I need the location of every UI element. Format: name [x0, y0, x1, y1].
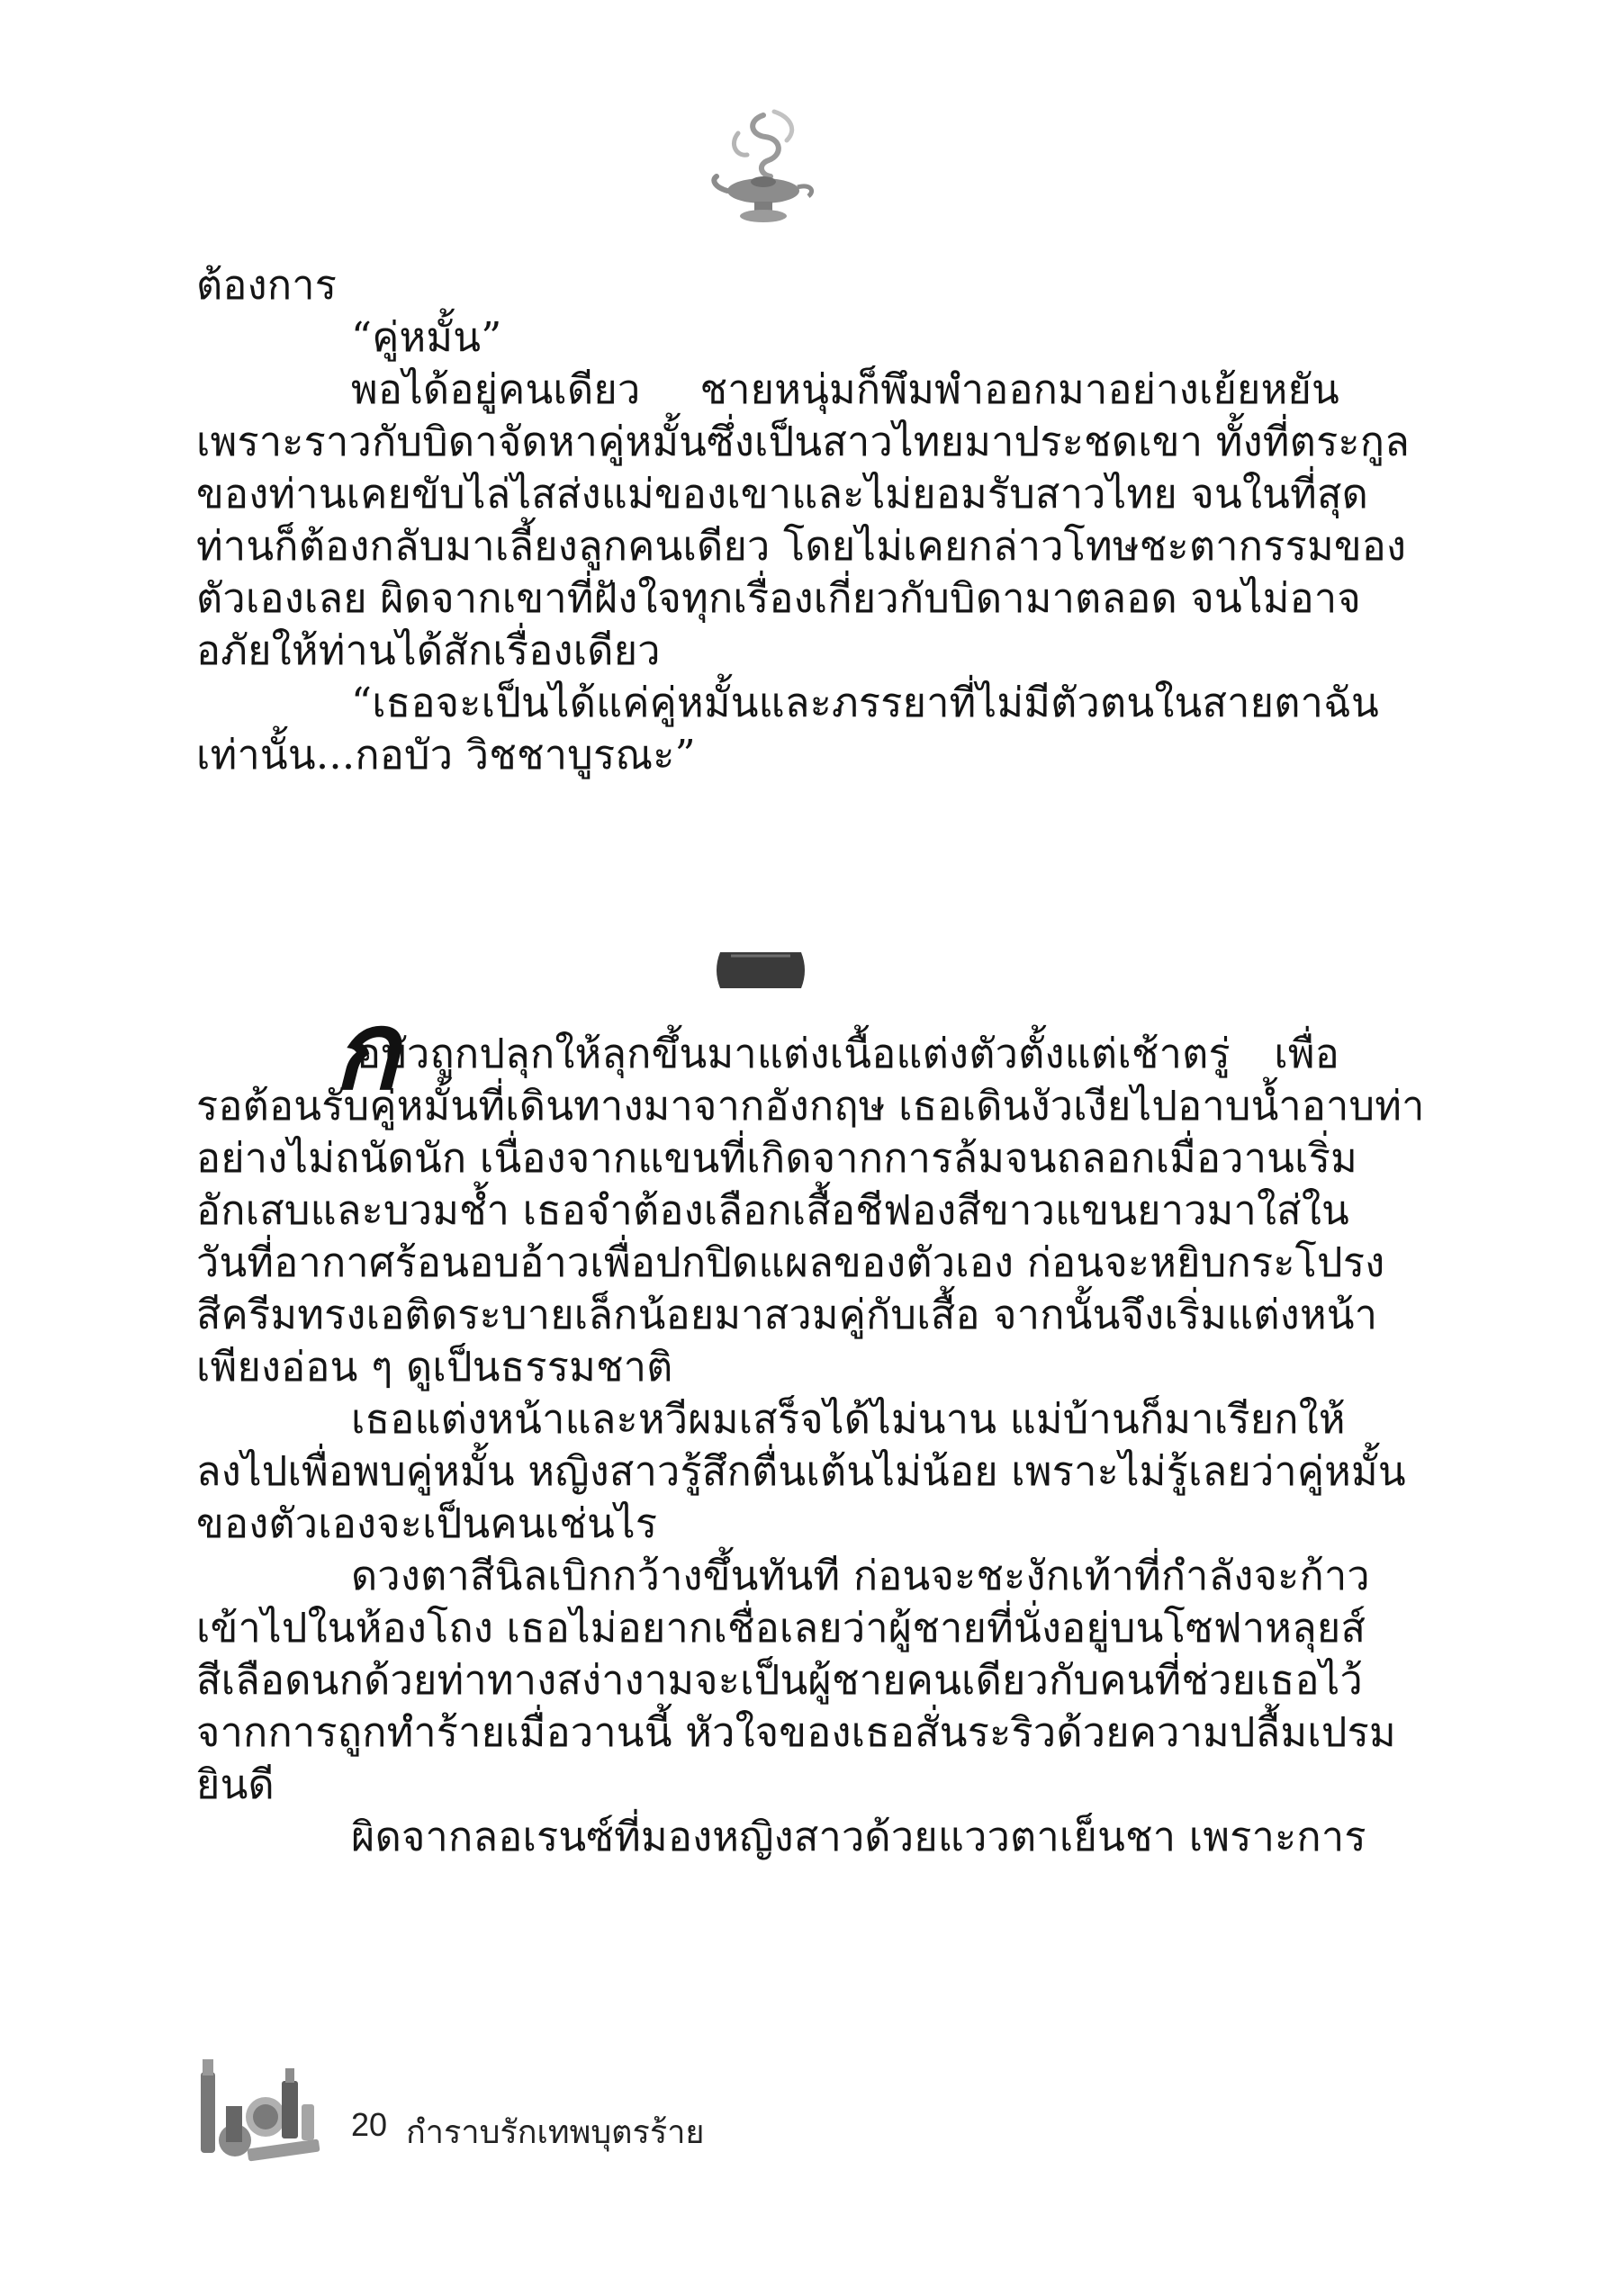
top-line: ของท่านเคยขับไล่ไสส่งแม่ของเขาและไม่ยอมรับสาวไทย จนในที่สุด [196, 470, 1369, 518]
top-line: อภัยให้ท่านได้สักเรื่องเดียว [196, 626, 661, 674]
top-line: เท่านั้น...กอบัว วิชชาบูรณะ” [196, 731, 696, 779]
top-line: เพราะราวกับบิดาจัดหาคู่หมั้นซึ่งเป็นสาวไทยมาประชดเขา ทั้งที่ตระกูล [196, 418, 1411, 465]
cosmetics-icon [194, 2054, 329, 2171]
bottom-line: ยินดี [196, 1760, 275, 1808]
bottom-line: รอต้อนรับคู่หมั้นที่เดินทางมาจากอังกฤษ เธอเดินงัวเงียไปอาบน้ำอาบท่า [196, 1082, 1425, 1130]
bottom-line: เพียงอ่อน ๆ ดูเป็นธรรมชาติ [196, 1343, 673, 1391]
top-line: ท่านก็ต้องกลับมาเลี้ยงลูกคนเดียว โดยไม่เคยกล่าวโทษชะตากรรมของ [196, 522, 1407, 570]
first-line-text: อบัวถูกปลุกให้ลุกขึ้นมาแต่งเนื้อแต่งตัวตั้งแต่เช้าตรู่ เพื่อ [356, 1030, 1339, 1077]
bottom-line: ลงไปเพื่อพบคู่หมั้น หญิงสาวรู้สึกตื่นเต้นไม่น้อย เพราะไม่รู้เลยว่าคู่หมั้น [196, 1447, 1406, 1495]
bottom-line: ของตัวเองจะเป็นคนเช่นไร [196, 1499, 658, 1547]
top-line: “เธอจะเป็นได้แค่คู่หมั้นและภรรยาที่ไม่มีตัวตนในสายตาฉัน [351, 679, 1379, 726]
bottom-line: เข้าไปในห้องโถง เธอไม่อยากเชื่อเลยว่าผู้ชายที่นั่งอยู่บนโซฟาหลุยส์ [196, 1604, 1366, 1652]
bottom-line: ดวงตาสีนิลเบิกกว้างขึ้นทันที ก่อนจะชะงักเท้าที่กำลังจะก้าว [351, 1552, 1370, 1599]
bottom-line: อย่างไม่ถนัดนัก เนื่องจากแขนที่เกิดจากการล้มจนถลอกเมื่อวานเริ่ม [196, 1134, 1357, 1182]
top-line: พอได้อยู่คนเดียว ชายหนุ่มก็พึมพำออกมาอย่างเย้ยหยัน [351, 365, 1339, 413]
bottom-line: เธอแต่งหน้าและหวีผมเสร็จได้ไม่นาน แม่บ้านก็มาเรียกให้ [351, 1395, 1346, 1443]
body-text-bottom [196, 987, 1425, 1863]
page-footer [194, 2054, 734, 2171]
bottom-line: จากการถูกทำร้ายเมื่อวานนี้ หัวใจของเธอสั่นระริวด้วยความปลื้มเปรม [196, 1708, 1396, 1756]
bottom-line: ผิดจากลอเรนซ์ที่มองหญิงสาวด้วยแววตาเย็นชา เพราะการ [351, 1813, 1366, 1860]
page-number: 20 [351, 2106, 388, 2143]
top-line: ตัวเองเลย ผิดจากเขาที่ฝังใจทุกเรื่องเกี่ยวกับบิดามาตลอด จนไม่อาจ [196, 574, 1361, 622]
body-text-top [196, 259, 1411, 781]
section-divider-icon [711, 945, 810, 995]
genie-lamp-icon [711, 108, 819, 230]
top-line: “คู่หมั้น” [351, 313, 502, 361]
bottom-line: อักเสบและบวมช้ำ เธอจำต้องเลือกเสื้อชีฟองสีขาวแขนยาวมาใส่ใน [196, 1186, 1349, 1234]
dropcap-letter: ก [333, 987, 399, 1114]
bottom-line: วันที่อากาศร้อนอบอ้าวเพื่อปกปิดแผลของตัวเอง ก่อนจะหยิบกระโปรง [196, 1238, 1385, 1286]
top-line: ต้องการ [196, 261, 338, 309]
bottom-line: สีครีมทรงเอติดระบายเล็กน้อยมาสวมคู่กับเสื้อ จากนั้นจึงเริ่มแต่งหน้า [196, 1291, 1378, 1338]
bottom-line: สีเลือดนกด้วยท่าทางสง่างามจะเป็นผู้ชายคนเดียวกับคนที่ช่วยเธอไว้ [196, 1656, 1363, 1704]
book-title: กำราบรักเทพบุตรร้าย [406, 2113, 705, 2150]
